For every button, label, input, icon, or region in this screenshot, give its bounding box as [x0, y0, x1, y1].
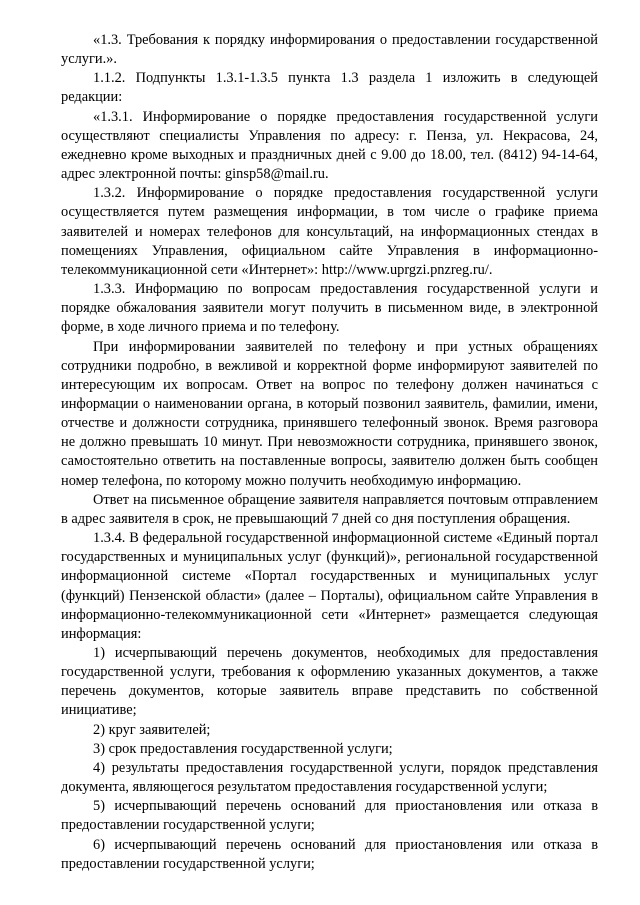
paragraph-phone-informing: При информировании заявителей по телефону и при устных обращениях сотрудники подробно, в вежливой и корректной форме информируют заявителей по интересующим их вопросам. Ответ на вопрос по телефону должен начинаться с информации о наименовании органа, в который позвонил заявитель, фамилии, имени, отчестве и должности сотрудника, принявшего телефонный звонок. Время разговора не должно превышать 10 минут. При невозможности сотрудника, принявшего звонок, самостоятельно ответить на поставленные вопросы, заявителю должен быть сообщен номер телефона, по которому можно получить необходимую информацию.	[61, 338, 598, 489]
list-item-4: 4) результаты предоставления государственной услуги, порядок представления документа, являющегося результатом предоставления государственной услуги;	[61, 759, 598, 796]
paragraph-1-1-2: 1.1.2. Подпункты 1.3.1-1.3.5 пункта 1.3 раздела 1 изложить в следующей редакции:	[61, 70, 598, 106]
paragraph-1-3-3: 1.3.3. Информацию по вопросам предоставления государственной услуги и порядке обжалования заявители могут получить в письменном виде, в электронной форме, в ходе личного приема и по телефону.	[61, 281, 598, 336]
list-item-2: 2) круг заявителей;	[93, 721, 211, 738]
paragraph-section-1-3-heading: «1.3. Требования к порядку информирования о предоставлении государственной услуги.».	[61, 32, 598, 68]
paragraph-1-3-1: «1.3.1. Информирование о порядке предоставления государственной услуги осуществляют специалисты Управления по адресу: г. Пенза, ул. Некрасова, 24, ежедневно кроме выходных и праздничных дней с 9.00 до 18.00, тел. (8412) 94-14-64, адрес электронной почты: ginsp58@mail.ru.	[61, 108, 598, 183]
list-item-6: 6) исчерпывающий перечень оснований для приостановления или отказа в предоставлении государственной услуги;	[61, 836, 598, 872]
paragraph-1-3-4: 1.3.4. В федеральной государственной информационной системе «Единый портал государственных и муниципальных услуг (функций)», региональной государственной информационной системе «Портал государственных и муниципальных услуг (функций) Пензенской области» (далее – Порталы), официальном сайте Управления в информационно-телекоммуникационной сети «Интернет» размещается следующая информация:	[61, 530, 598, 642]
list-item-3: 3) срок предоставления государственной услуги;	[93, 740, 393, 757]
paragraph-1-3-2: 1.3.2. Информирование о порядке предоставления государственной услуги осуществляется путем размещения информации, в том числе о графике приема заявителей и номерах телефонов для консультаций, на информационных стендах в помещениях Управления, официальном сайте Управления в информационно-телекоммуникационной сети «Интернет»: http://www.uprgzi.pnzreg.ru/.	[61, 185, 598, 278]
list-item-1: 1) исчерпывающий перечень документов, необходимых для предоставления государственной услуги, требования к оформлению указанных документов, а также перечень документов, которые заявитель вправе представить по собственной инициативе;	[61, 645, 598, 719]
paragraph-written-reply: Ответ на письменное обращение заявителя направляется почтовым отправлением в адрес заявителя в срок, не превышающий 7 дней со дня поступления обращения.	[61, 491, 598, 527]
document-page	[61, 31, 598, 874]
list-item-5: 5) исчерпывающий перечень оснований для приостановления или отказа в предоставлении государственной услуги;	[61, 798, 598, 834]
